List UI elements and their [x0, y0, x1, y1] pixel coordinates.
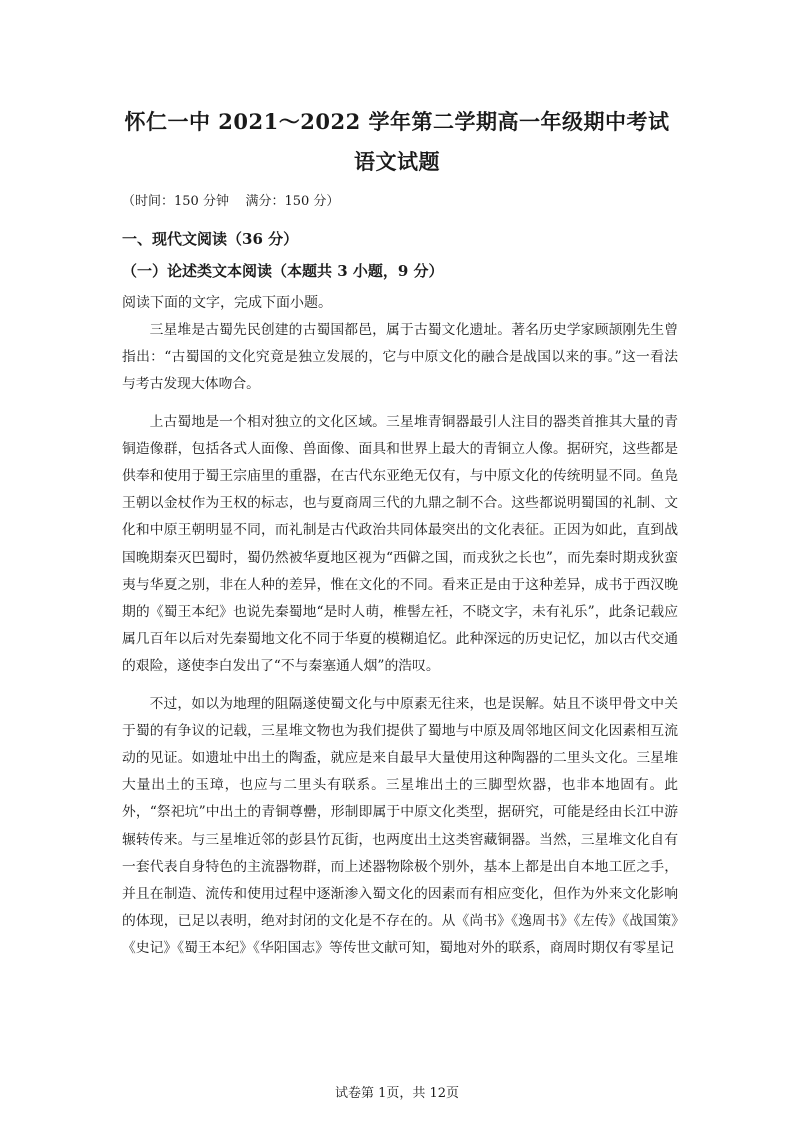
passage-paragraph-2: 上古蜀地是一个相对独立的文化区域。三星堆青铜器最引人注目的器类首推其大量的青铜造像群，包括各式人面像、兽面像、面具和世界上最大的青铜立人像。据研究，这些都是供奉和使用于蜀王宗庙里的重器，在古代东亚绝无仅有，与中原文化的传统明显不同。鱼凫王朝以金杖作为王权的标志，也与夏商周三代的九鼎之制不合。这些都说明蜀国的礼制、文化和中原王朝明显不同，而礼制是古代政治共同体最突出的文化表征。正因为如此，直到战国晚期秦灭巴蜀时，蜀仍然被华夏地区视为“西僻之国，而戎狄之长也”，而先秦时期戎狄蛮夷与华夏之别，非在人种的差异，惟在文化的不同。看来正是由于这种差异，成书于西汉晚期的《蜀王本纪》也说先秦蜀地“是时人萌，椎髻左衽，不晓文字，未有礼乐”，此条记载应属几百年以后对先秦蜀地文化不同于华夏的模糊追忆。此种深远的历史记忆，加以古代交通的艰险，遂使李白发出了“不与秦塞通人烟”的浩叹。: [122, 413, 678, 675]
exam-subject-title: 语文试题: [354, 149, 440, 174]
exam-meta: （时间：150 分钟 满分：150 分）: [122, 194, 340, 209]
passage-paragraph-3: 不过，如以为地理的阻隔遂使蜀文化与中原素无往来，也是误解。姑且不谈甲骨文中关于蜀的有争议的记载，三星堆文物也为我们提供了蜀地与中原及周邻地区间文化因素相互流动的见证。如遗址中出土的陶盉，就应是来自最早大量使用这种陶器的二里头文化。三星堆大量出土的玉璋，也应与二里头有联系。三星堆出土的三脚型炊器，也非本地固有。此外，“祭祀坑”中出土的青铜尊罍，形制即属于中原文化类型，据研究，可能是经由长江中游辗转传来。与三星堆近邻的彭县竹瓦街，也两度出土这类窖藏铜器。当然，三星堆文化自有一套代表自身特色的主流器物群，而上述器物除极个别外，基本上都是出自本地工匠之手，并且在制造、流传和使用过程中逐渐渗入蜀文化的因素而有相应变化，但作为外来文化影响的体现，已足以表明，绝对封闭的文化是不存在的。从《尚书》《逸周书》《左传》《战国策》《史记》《蜀王本纪》《华阳国志》等传世文献可知，蜀地对外的联系，商周时期仅有零星记: [122, 695, 678, 957]
page-footer: 试卷第 1页，共 12页: [334, 1086, 460, 1101]
section-heading-part1: 一、现代文阅读（36 分）: [122, 230, 299, 248]
section-heading-sub1: （一）论述类文本阅读（本题共 3 小题，9 分）: [122, 262, 444, 280]
reading-passage: [122, 317, 678, 973]
exam-title: 怀仁一中 2021～2022 学年第二学期高一年级期中考试: [124, 109, 670, 134]
passage-paragraph-1: 三星堆是古蜀先民创建的古蜀国都邑，属于古蜀文化遗址。著名历史学家顾颉刚先生曾指出：“古蜀国的文化究竟是独立发展的，它与中原文化的融合是战国以来的事。”这一看法与考古发现大体吻合。: [122, 322, 678, 393]
reading-instruction: 阅读下面的文字，完成下面小题。: [122, 295, 332, 311]
